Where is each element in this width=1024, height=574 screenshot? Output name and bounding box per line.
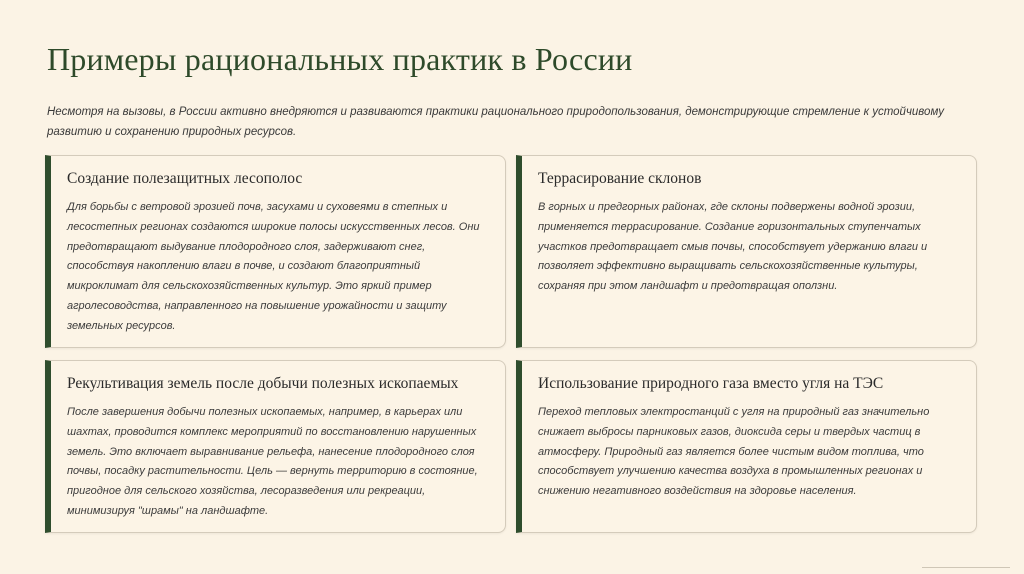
card-text: Переход тепловых электростанций с угля на природный газ значительно снижает выбросы парниковых газов, диоксида серы и твердых частиц в атмосферу. Природный газ является более чистым видом топлива, что способствует улучшению качества воздуха в промышленных регионах и снижению негативного воздействия на здоровье населения. (538, 406, 930, 498)
card-text: Для борьбы с ветровой эрозией почв, засухами и суховеями в степных и лесостепных регионах создаются широкие полосы искусственных лесов. Они предотвращают выдувание плодородного слоя, задерживают снег, способствуя накоплению влаги в почве, и создают благоприятный микроклимат для сельскохозяйственных культур. Это яркий пример агролесоводства, направленного на повышение урожайности и защиту земельных ресурсов. (67, 201, 480, 332)
practice-card-reclamation (45, 360, 506, 533)
card-title: Террасирование склонов (538, 170, 702, 187)
intro-text: Несмотря на вызовы, в России активно внедряются и развиваются практики рационального природопользования, демонстрирующие стремление к устойчивому развитию и сохранению природных ресурсов. (47, 106, 944, 138)
card-text: После завершения добычи полезных ископаемых, например, в карьерах или шахтах, проводится комплекс мероприятий по восстановлению нарушенных земель. Это включает выравнивание рельефа, нанесение плодородного слоя почвы, посадку растительности. Цель — вернуть территорию в состояние, пригодное для сельского хозяйства, лесоразведения или рекреации, минимизируя "шрамы" на ландшафте. (67, 406, 478, 517)
practice-card-natural-gas (516, 360, 977, 533)
page-title: Примеры рациональных практик в России (47, 41, 633, 77)
practice-card-terracing (516, 155, 977, 348)
card-title: Использование природного газа вместо угля на ТЭС (538, 375, 884, 392)
card-title: Создание полезащитных лесополос (67, 170, 303, 187)
decorative-divider (922, 567, 1010, 568)
card-text: В горных и предгорных районах, где склоны подвержены водной эрозии, применяется террасирование. Создание горизонтальных ступенчатых участков предотвращает смыв почвы, способствует удержанию влаги и позволяет эффективно выращивать сельскохозяйственные культуры, сохраняя при этом ландшафт и предотвращая оползни. (538, 201, 928, 293)
practice-card-shelterbelts (45, 155, 506, 348)
card-title: Рекультивация земель после добычи полезных ископаемых (67, 375, 459, 392)
